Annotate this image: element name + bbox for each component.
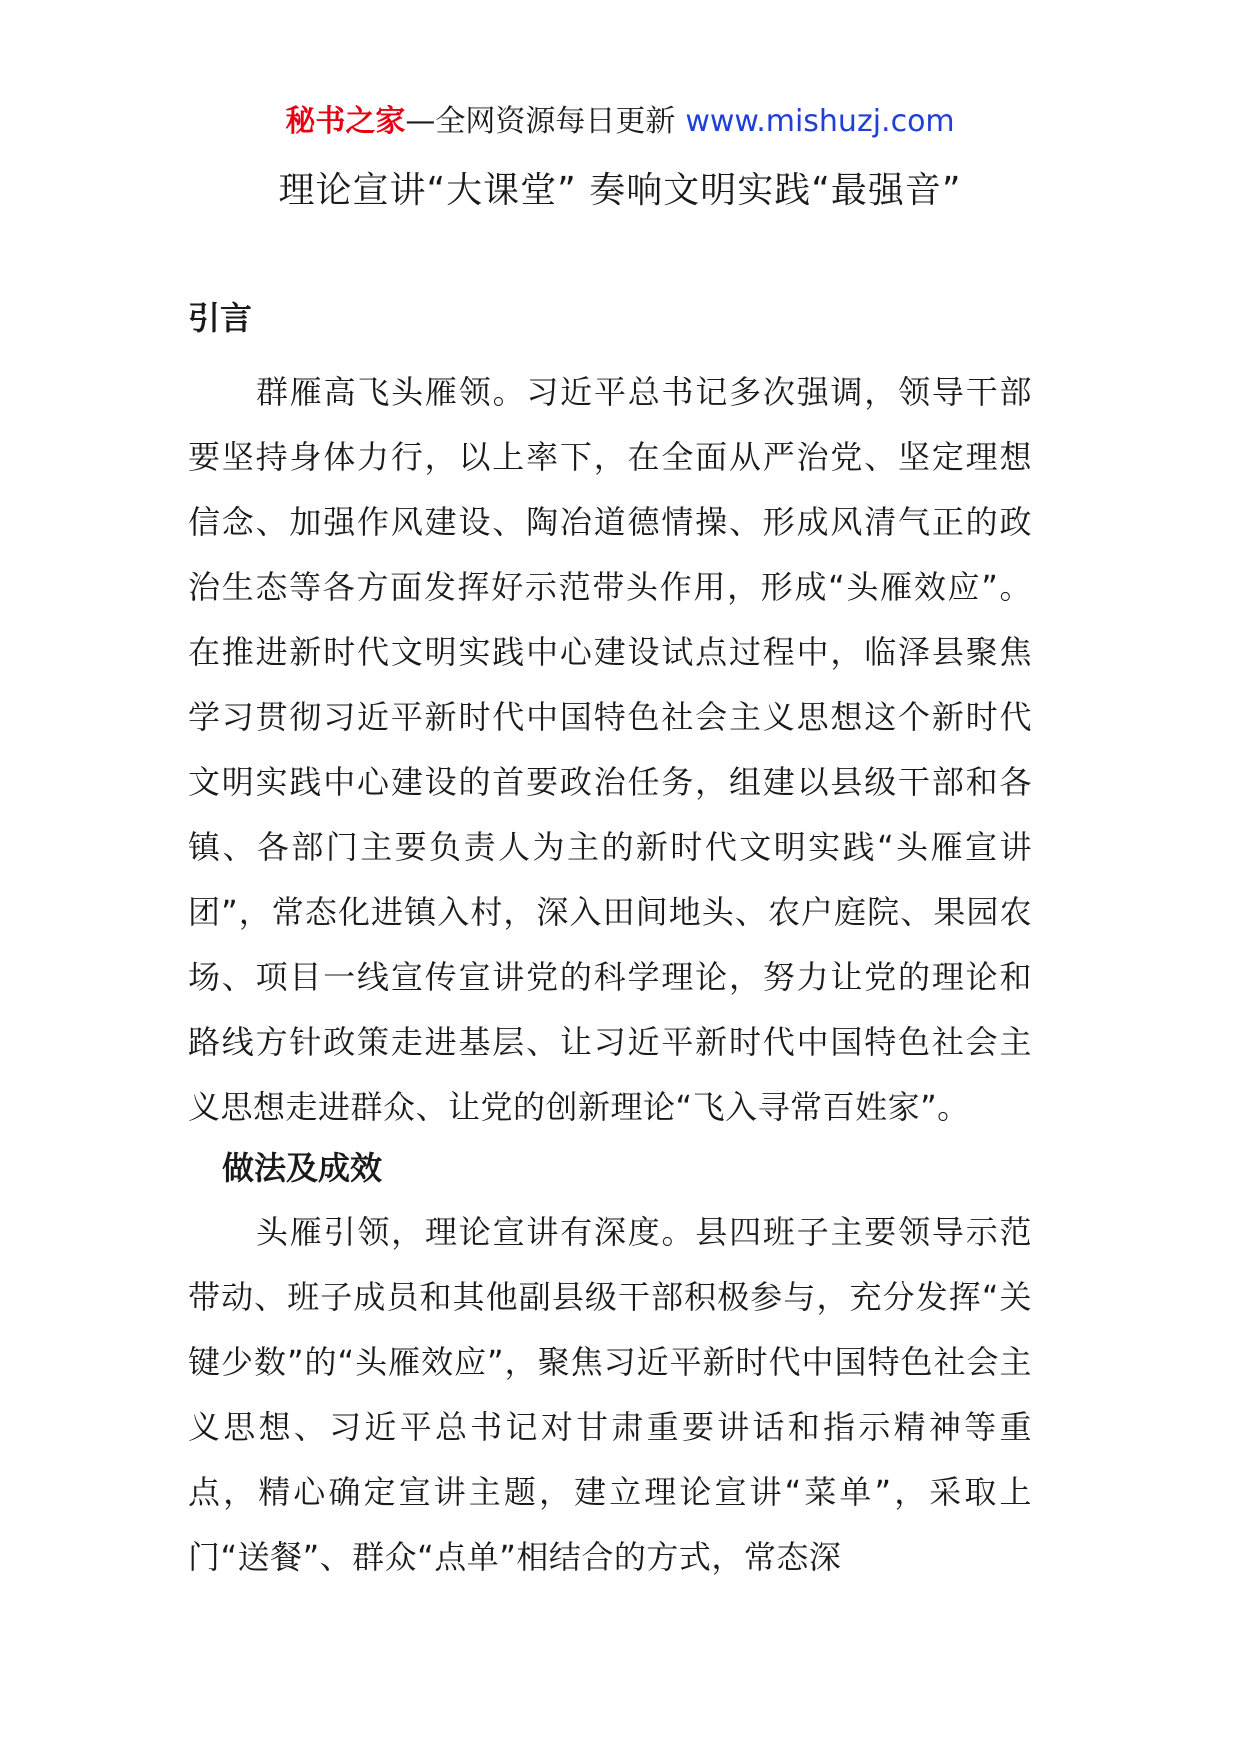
document-title: 理论宣讲“大课堂” 奏响文明实践“最强音” [278,170,962,211]
site-brand: 秘书之家 [285,104,406,139]
methods-results-paragraph: 头雁引领，理论宣讲有深度。县四班子主要领导示范带动、班子成员和其他副县级干部积极参与，充分发挥“关键少数”的“头雁效应”，聚焦习近平新时代中国特色社会主义思想、习近平总书记对甘肃重要讲话和指示精神等重点，精心确定宣讲主题，建立理论宣讲“菜单”，采取上门“送餐”、群众“点单”相结合的方式，常态深 [188,1213,1032,1576]
introduction-paragraph: 群雁高飞头雁领。习近平总书记多次强调，领导干部要坚持身体力行，以上率下，在全面从严治党、坚定理想信念、加强作风建设、陶冶道德情操、形成风清气正的政治生态等各方面发挥好示范带头作用，形成“头雁效应”。在推进新时代文明实践中心建设试点过程中，临泽县聚焦学习贯彻习近平新时代中国特色社会主义思想这个新时代文明实践中心建设的首要政治任务，组建以县级干部和各镇、各部门主要负责人为主的新时代文明实践“头雁宣讲团”，常态化进镇入村，深入田间地头、农户庭院、果园农场、项目一线宣传宣讲党的科学理论，努力让党的理论和路线方针政策走进基层、让习近平新时代中国特色社会主义思想走进群众、让党的创新理论“飞入寻常百姓家”。 [188,373,1032,1126]
section-heading-methods-results: 做法及成效 [222,1149,383,1187]
section-heading-introduction: 引言 [188,299,253,337]
document-body [188,296,1032,1590]
site-header [0,100,1240,144]
site-tagline: —全网资源每日更新 [405,104,676,139]
site-url-link[interactable]: www.mishuzj.com [685,104,955,139]
